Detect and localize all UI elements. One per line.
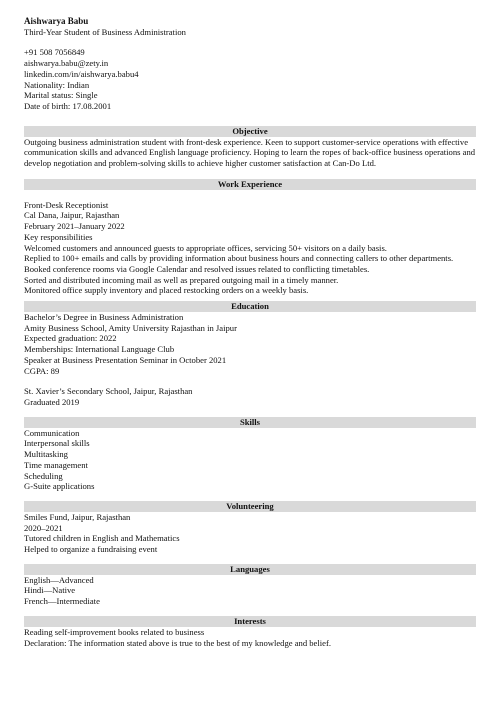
volunteering-heading: Volunteering — [24, 501, 476, 512]
date-of-birth: Date of birth: 17.08.2001 — [24, 100, 112, 111]
responsibility-item: Welcomed customers and announced guests to appropriate offices, servicing 50+ visitors on a daily basis. — [24, 242, 387, 253]
language-item: Hindi—Native — [24, 585, 76, 596]
skill-item: G-Suite applications — [24, 481, 95, 492]
language-item: French—Intermediate — [24, 596, 100, 607]
skill-item: Time management — [24, 459, 88, 470]
phone-number: +91 508 7056849 — [24, 47, 85, 58]
skill-item: Multitasking — [24, 449, 68, 460]
skill-item: Scheduling — [24, 470, 63, 481]
memberships: Memberships: International Language Club — [24, 344, 175, 355]
work-experience-heading: Work Experience — [24, 179, 476, 190]
responsibility-item: Replied to 100+ emails and calls by providing information about business hours and connecting callers to other departments. — [24, 253, 454, 264]
education-heading: Education — [24, 301, 476, 312]
secondary-school: St. Xavier’s Secondary School, Jaipur, Rajasthan — [24, 386, 193, 397]
responsibilities-label: Key responsibilities — [24, 231, 93, 242]
marital-status: Marital status: Single — [24, 90, 98, 101]
interests-heading: Interests — [24, 616, 476, 627]
responsibility-item: Monitored office supply inventory and placed restocking orders on a weekly basis. — [24, 285, 309, 296]
university: Amity Business School, Amity University Rajasthan in Jaipur — [24, 322, 237, 333]
cgpa: CGPA: 89 — [24, 365, 60, 376]
email-address: aishwarya.babu@zety.in — [24, 58, 109, 69]
objective-heading: Objective — [24, 126, 476, 137]
speaker-activity: Speaker at Business Presentation Seminar in October 2021 — [24, 354, 227, 365]
responsibility-item: Booked conference rooms via Google Calendar and resolved issues related to conflicting timetables. — [24, 263, 370, 274]
volunteer-org: Smiles Fund, Jaipur, Rajasthan — [24, 511, 131, 522]
degree: Bachelor’s Degree in Business Administration — [24, 312, 184, 323]
job-role: Front-Desk Receptionist — [24, 199, 109, 210]
candidate-name: Aishwarya Babu — [24, 16, 89, 26]
interest-item: Reading self-improvement books related to business — [24, 626, 205, 637]
volunteer-dates: 2020–2021 — [24, 522, 63, 533]
responsibility-item: Sorted and distributed incoming mail as well as prepared outgoing mail in a timely manner. — [24, 274, 339, 285]
linkedin-url: linkedin.com/in/aishwarya.babu4 — [24, 68, 139, 79]
expected-graduation: Expected graduation: 2022 — [24, 333, 117, 344]
languages-heading: Languages — [24, 564, 476, 575]
candidate-title: Third-Year Student of Business Administration — [24, 26, 186, 37]
job-company: Cal Dana, Jaipur, Rajasthan — [24, 210, 120, 221]
skill-item: Communication — [24, 427, 80, 438]
nationality: Nationality: Indian — [24, 79, 90, 90]
volunteer-item: Tutored children in English and Mathematics — [24, 533, 180, 544]
job-dates: February 2021–January 2022 — [24, 221, 125, 232]
skill-item: Interpersonal skills — [24, 438, 90, 449]
secondary-graduated: Graduated 2019 — [24, 396, 80, 407]
volunteer-item: Helped to organize a fundraising event — [24, 544, 158, 555]
objective-text: Outgoing business administration student with front-desk experience. Keen to support customer-service operations with effective communication skills and advanced English language proficiency. Hoping to learn the ropes of back-office business operations and develop negotiation and problem-solving skills to achieve higher customer satisfaction at Can-Do Ltd. — [24, 136, 476, 169]
language-item: English—Advanced — [24, 574, 94, 585]
declaration: Declaration: The information stated above is true to the best of my knowledge and belief. — [24, 637, 331, 648]
resume-content — [24, 16, 476, 648]
skills-heading: Skills — [24, 417, 476, 428]
